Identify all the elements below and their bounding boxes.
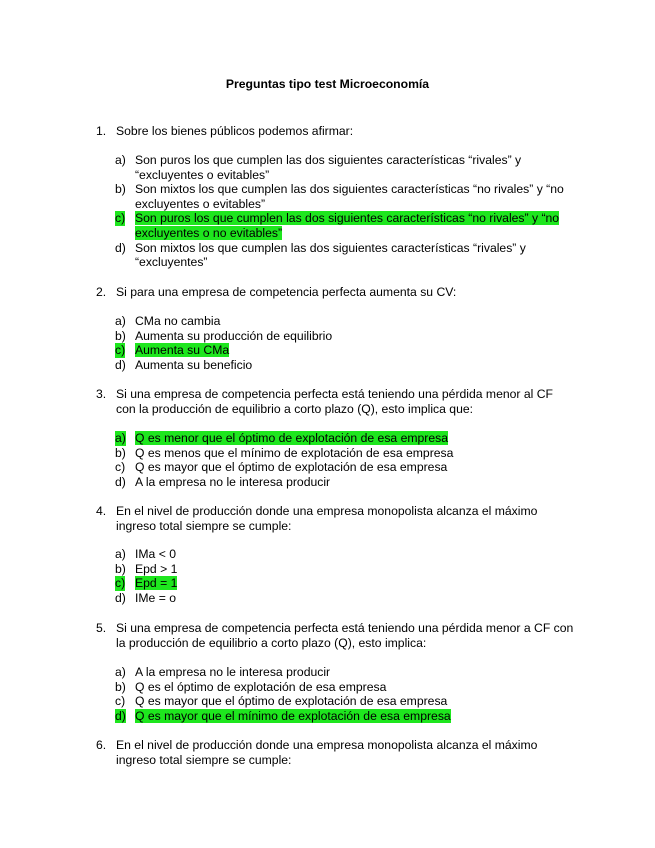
question-number: 3.: [96, 387, 107, 401]
option-a: a) IMa < 0: [115, 547, 176, 561]
option-c-correct: c) Son puros los que cumplen las dos siguientes características “no rivales” y “no excluyentes o no evitables”: [115, 211, 560, 240]
option-c-correct: c) Aumenta su CMa: [115, 343, 230, 358]
option-d: d) Aumenta su beneficio: [115, 357, 253, 372]
question-2: [96, 285, 576, 300]
option-b: b) Aumenta su producción de equilibrio: [115, 328, 333, 343]
question-4: [96, 504, 576, 533]
question-1-options: [115, 153, 585, 270]
question-4-options: [115, 547, 585, 605]
option-b: b) Epd > 1: [115, 561, 178, 576]
option-a: a) CMa no cambia: [115, 314, 221, 328]
question-3-options: [115, 431, 585, 489]
option-a-correct: a) Q es menor que el óptimo de explotación de esa empresa: [115, 431, 448, 445]
question-6: [96, 738, 576, 767]
option-c-correct: c) Epd = 1: [115, 576, 178, 591]
option-d: d) Son mixtos los que cumplen las dos siguientes características “rivales” y “excluyentes”: [115, 240, 526, 270]
option-d: d) IMe = o: [115, 590, 176, 605]
question-1: [96, 124, 576, 139]
option-b: b) Q es menos que el mínimo de explotación de esa empresa: [115, 445, 454, 460]
option-a: a) A la empresa no le interesa producir: [115, 665, 331, 679]
option-b: b) Son mixtos los que cumplen las dos siguientes características “no rivales” y “no excluyentes o evitables”: [115, 182, 564, 211]
question-5-options: [115, 665, 585, 723]
question-text: Sobre los bienes públicos podemos afirmar:: [116, 124, 354, 138]
option-b: b) Q es el óptimo de explotación de esa empresa: [115, 679, 387, 694]
question-text: En el nivel de producción donde una empresa monopolista alcanza el máximo ingreso total siempre se cumple:: [116, 504, 538, 533]
question-text: En el nivel de producción donde una empresa monopolista alcanza el máximo ingreso total siempre se cumple:: [116, 738, 538, 767]
page-title: Preguntas tipo test Microeconomía: [225, 77, 430, 91]
option-d-correct: d) Q es mayor que el mínimo de explotación de esa empresa: [115, 708, 451, 723]
question-number: 4.: [96, 504, 107, 518]
question-number: 1.: [96, 124, 107, 138]
question-text: Si una empresa de competencia perfecta está teniendo una pérdida menor al CF con la producción de equilibrio a corto plazo (Q), esto implica que:: [116, 387, 553, 416]
question-5: [96, 621, 576, 650]
question-3: [96, 387, 576, 416]
question-text: Si una empresa de competencia perfecta está teniendo una pérdida menor a CF con la producción de equilibrio a corto plazo (Q), esto implica:: [116, 621, 574, 650]
option-a: a) Son puros los que cumplen las dos siguientes características “rivales” y “excluyentes o evitables”: [115, 153, 522, 182]
option-c: c) Q es mayor que el óptimo de explotación de esa empresa: [115, 694, 448, 709]
option-d: d) A la empresa no le interesa producir: [115, 474, 331, 489]
option-c: c) Q es mayor que el óptimo de explotación de esa empresa: [115, 460, 448, 475]
question-number: 6.: [96, 738, 107, 752]
question-2-options: [115, 314, 585, 372]
question-number: 5.: [96, 621, 107, 635]
question-text: Si para una empresa de competencia perfecta aumenta su CV:: [116, 285, 457, 299]
question-number: 2.: [96, 285, 107, 299]
